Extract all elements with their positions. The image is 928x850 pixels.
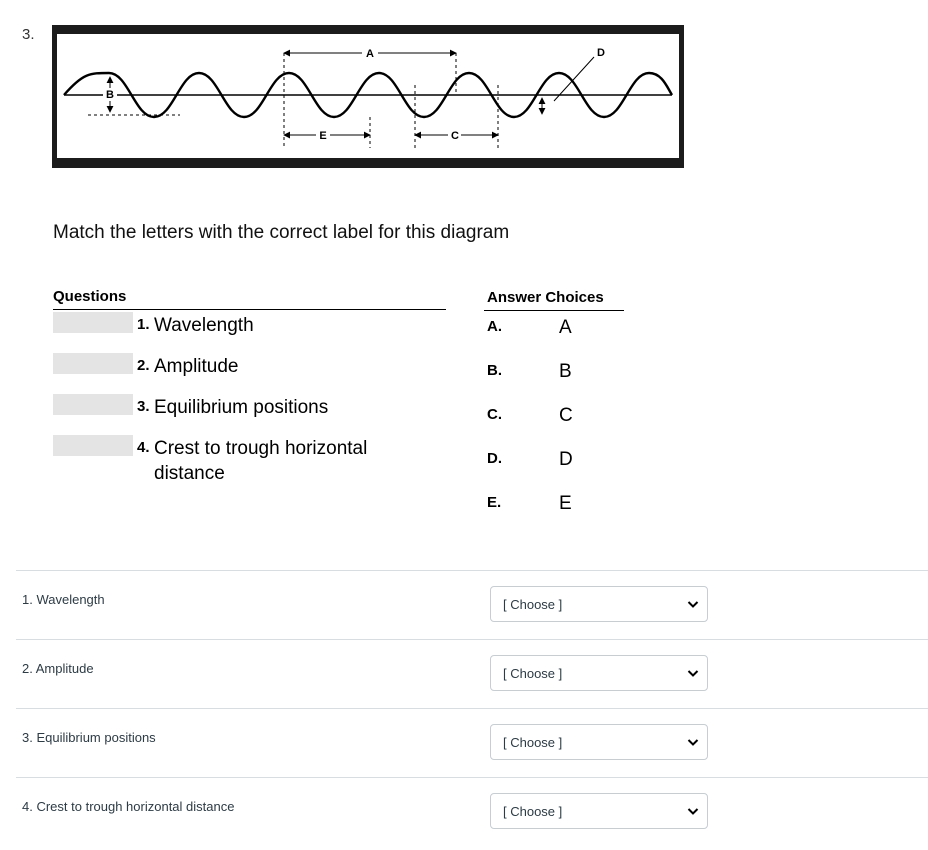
matching-list	[16, 570, 928, 846]
wave-diagram	[52, 25, 684, 168]
answer-blank	[53, 312, 133, 333]
answer-blank	[53, 353, 133, 374]
label-e: E	[319, 130, 327, 142]
answer-row	[484, 399, 624, 443]
answer-letter: D.	[487, 450, 502, 467]
answer-row	[484, 443, 624, 487]
answer-letter: E.	[487, 494, 502, 511]
question-text: Equilibrium positions	[154, 397, 329, 418]
select-placeholder: [ Choose ]	[503, 597, 563, 612]
answer-value: C	[559, 405, 573, 426]
question-text: Crest to trough horizontal distance	[154, 438, 368, 484]
question-row	[53, 351, 446, 392]
select-placeholder: [ Choose ]	[503, 735, 563, 750]
chevron-down-icon	[685, 596, 701, 612]
chevron-down-icon	[685, 803, 701, 819]
answer-row	[484, 355, 624, 399]
question-number: 3.	[22, 26, 35, 43]
question-number-label: 4.	[137, 439, 150, 456]
question-number-label: 2.	[137, 357, 150, 374]
questions-header: Questions	[53, 288, 446, 310]
answer-choices-header: Answer Choices	[484, 289, 624, 311]
answer-value: D	[559, 449, 573, 470]
label-b: B	[106, 89, 114, 101]
question-number-label: 1.	[137, 316, 150, 333]
matching-label: 2. Amplitude	[22, 661, 94, 676]
answer-value: B	[559, 361, 572, 382]
select-placeholder: [ Choose ]	[503, 804, 563, 819]
select-placeholder: [ Choose ]	[503, 666, 563, 681]
answer-letter: B.	[487, 362, 502, 379]
matching-label: 4. Crest to trough horizontal distance	[22, 799, 235, 814]
answer-value: E	[559, 493, 572, 514]
answer-choices-table	[484, 289, 624, 531]
answer-select[interactable]	[490, 586, 708, 622]
matching-row	[16, 708, 928, 777]
label-a: A	[366, 48, 374, 60]
answer-value: A	[559, 317, 572, 338]
chevron-down-icon	[685, 734, 701, 750]
question-text: Wavelength	[154, 315, 254, 336]
label-d: D	[597, 47, 605, 59]
question-row	[53, 433, 446, 484]
label-c: C	[451, 130, 459, 142]
answer-letter: A.	[487, 318, 502, 335]
matching-row	[16, 639, 928, 708]
answer-select[interactable]	[490, 724, 708, 760]
matching-row	[16, 570, 928, 639]
chevron-down-icon	[685, 665, 701, 681]
answer-blank	[53, 394, 133, 415]
answer-blank	[53, 435, 133, 456]
matching-row	[16, 777, 928, 846]
questions-table	[53, 288, 446, 484]
instruction-text: Match the letters with the correct label for this diagram	[53, 222, 510, 243]
question-text: Amplitude	[154, 356, 239, 377]
answer-row	[484, 487, 624, 531]
answer-select[interactable]	[490, 793, 708, 829]
matching-label: 3. Equilibrium positions	[22, 730, 156, 745]
answer-row	[484, 311, 624, 355]
question-row	[53, 392, 446, 433]
answer-select[interactable]	[490, 655, 708, 691]
answer-letter: C.	[487, 406, 502, 423]
matching-label: 1. Wavelength	[22, 592, 105, 607]
question-row	[53, 310, 446, 351]
question-number-label: 3.	[137, 398, 150, 415]
